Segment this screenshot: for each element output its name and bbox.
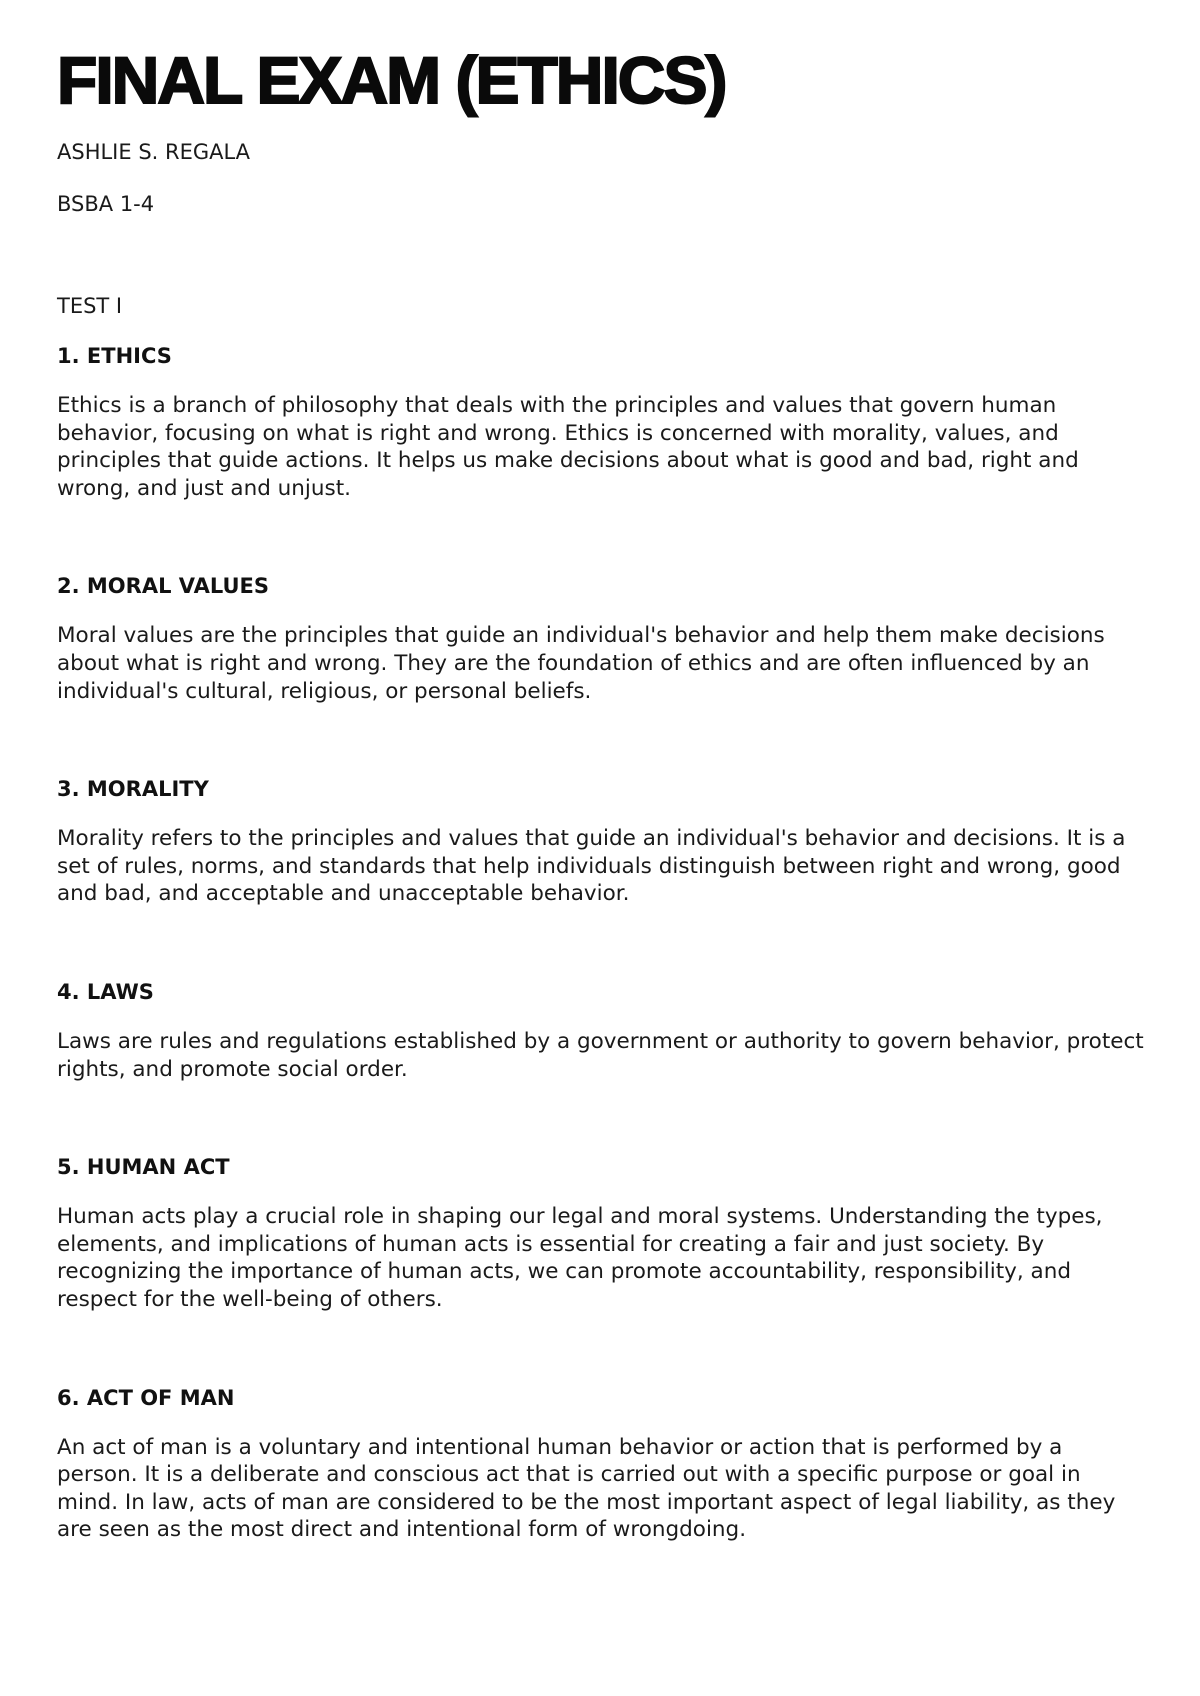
- section-body: Ethics is a branch of philosophy that deals with the principles and values that govern human behavior, focusing on what is right and wrong. Ethics is concerned with morality, values, and principles that guide actions. It helps us make decisions about what is good and bad, right and wrong, and just and unjust.: [57, 393, 1079, 501]
- section-heading: 1. ETHICS: [57, 344, 172, 368]
- section-morality: [57, 775, 1157, 908]
- section-ethics: [57, 342, 1157, 502]
- section-heading: 3. MORALITY: [57, 777, 209, 802]
- section-body: An act of man is a voluntary and intentional human behavior or action that is performed by a person. It is a deliberate and conscious act that is carried out with a specific purpose or goal in mind. In law, acts of man are considered to be the most important aspect of legal liability, as they are seen as the most direct and intentional form of wrongdoing.: [57, 1434, 1116, 1543]
- section-heading: 4. LAWS: [57, 979, 154, 1004]
- test-label: TEST I: [57, 294, 123, 318]
- section-act-of-man: [57, 1384, 1157, 1544]
- section-heading: 2. MORAL VALUES: [57, 574, 269, 599]
- exam-page: [57, 40, 1157, 1544]
- section-heading: 5. HUMAN ACT: [57, 1155, 230, 1180]
- section-laws: [57, 978, 1157, 1083]
- student-name: ASHLIE S. REGALA: [57, 140, 251, 164]
- course-section: BSBA 1-4: [57, 192, 155, 216]
- section-body: Moral values are the principles that guide an individual's behavior and help them make decisions about what is right and wrong. They are the foundation of ethics and are often influenced by an individual's cultural, religious, or personal beliefs.: [57, 623, 1105, 704]
- section-body: Human acts play a crucial role in shaping our legal and moral systems. Understanding the types, elements, and implications of human acts is essential for creating a fair and just society. By recognizing the importance of human acts, we can promote accountability, responsibility, and respect for the well-being of others.: [57, 1204, 1103, 1312]
- section-body: Morality refers to the principles and values that guide an individual's behavior and decisions. It is a set of rules, norms, and standards that help individuals distinguish between right and wrong, good and bad, and acceptable and unacceptable behavior.: [57, 826, 1126, 907]
- section-heading: 6. ACT OF MAN: [57, 1385, 235, 1410]
- section-body: Laws are rules and regulations established by a government or authority to govern behavior, protect rights, and promote social order.: [57, 1028, 1144, 1082]
- page-title: FINAL EXAM (ETHICS): [57, 43, 726, 117]
- section-moral-values: [57, 572, 1157, 705]
- section-human-act: [57, 1153, 1157, 1313]
